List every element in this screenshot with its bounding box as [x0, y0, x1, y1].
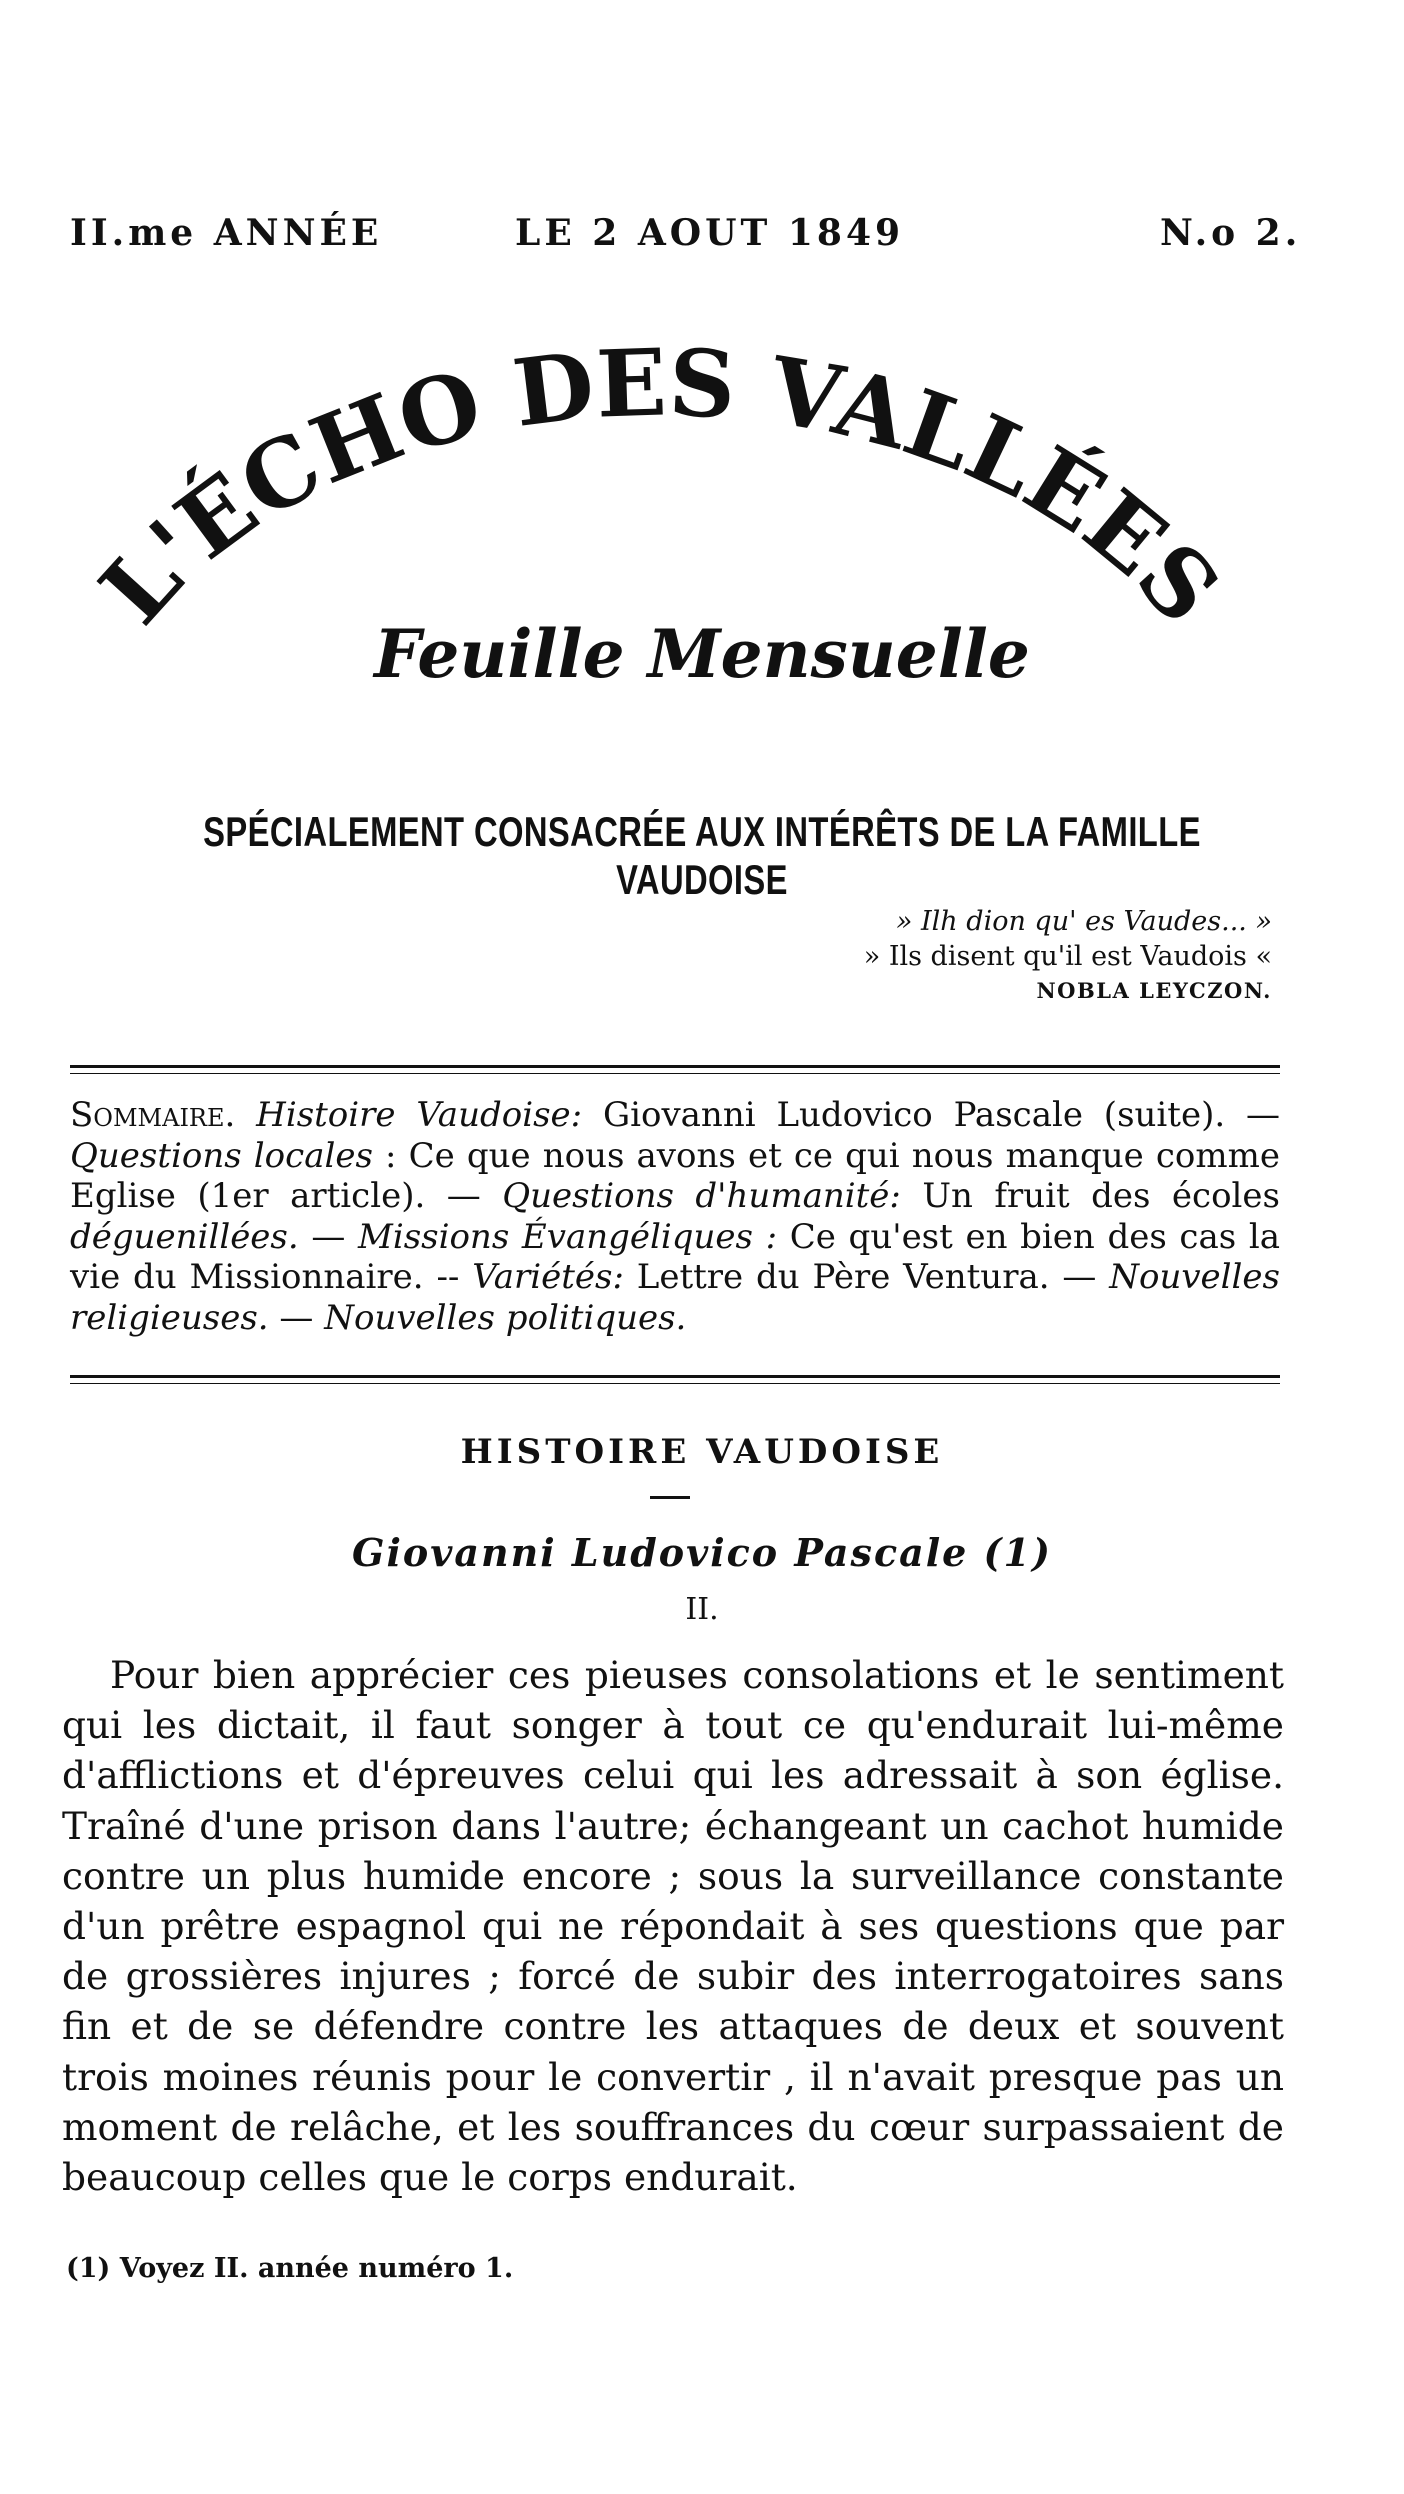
divider-top — [70, 1065, 1280, 1068]
summary-item-title: Nouvelles politiques. — [324, 1297, 687, 1338]
summary-item-title: Missions Évangéliques : — [358, 1216, 778, 1257]
epigraph-line-1: » Ilh dion qu' es Vaudes... » — [895, 906, 1272, 937]
summary-item-text: Ce qu'est en bien des cas la vie du Missionnaire. -- — [70, 1216, 1280, 1297]
summary-item-text: — — [298, 1216, 358, 1257]
mission-statement: SPÉCIALEMENT CONSACRÉE AUX INTÉRÊTS DE LA FAMILLE VAUDOISE — [203, 808, 1201, 903]
masthead-subtitle: Feuille Mensuelle — [374, 615, 1030, 693]
summary-item-title: Questions locales — [70, 1135, 373, 1176]
divider-bottom — [70, 1375, 1280, 1378]
article-body: Pour bien apprécier ces pieuses consolations et le sentiment qui les dictait, il faut songer à tout ce qu'endurait lui-même d'afflictions et d'épreuves celui qui les adressait à son église. Traîné d'une prison dans l'autre; échangeant un cachot humide contre un plus humide encore ; sous la surveillance constante d'un prêtre espagnol qui ne répondait à ses questions que par de grossières injures ; forcé de subir des interrogatoires sans fin et de se défendre contre les attaques de deux et souvent trois moines réunis pour le convertir , il n'avait presque pas un moment de relâche, et les souffrances du cœur surpassaient de beaucoup celles que le corps endurait. — [62, 1653, 1284, 2200]
summary-label: Sommaire. — [70, 1095, 236, 1135]
summary-item-title: Histoire Vaudoise: — [256, 1095, 583, 1135]
article-title: Giovanni Ludovico Pascale (1) — [352, 1530, 1052, 1575]
issue-year: II.me ANNÉE — [70, 212, 383, 254]
summary-item-text: Lettre du Père Ventura. — — [623, 1257, 1110, 1297]
summary-item-title: Questions d'humanité: — [502, 1176, 901, 1216]
table-of-contents — [70, 1095, 1280, 1338]
article-part-number: II. — [685, 1592, 719, 1627]
section-heading: HISTOIRE VAUDOISE — [460, 1432, 944, 1472]
epigraph-line-2: » Ils disent qu'il est Vaudois « — [863, 941, 1272, 972]
epigraph-source: NOBLA LEYCZON. — [1036, 978, 1272, 1003]
summary-item-text: — — [268, 1297, 325, 1338]
divider-bottom-thin — [70, 1383, 1280, 1384]
summary-item-title: Nouvelles religieuses. — [70, 1257, 1280, 1338]
issue-number: N.o 2. — [1160, 212, 1302, 254]
section-dash — [650, 1496, 690, 1499]
footnote: (1) Voyez II. année numéro 1. — [66, 2253, 514, 2284]
issue-date: LE 2 AOUT 1849 — [515, 212, 905, 254]
summary-item-title: déguenillées. — [70, 1216, 299, 1257]
summary-item-title: Variétés: — [472, 1257, 624, 1297]
summary-item-text: Giovanni Ludovico Pascale (suite). — — [582, 1095, 1280, 1135]
svg-text:L'ÉCHO DES VALLÉES — [80, 328, 1241, 644]
divider-top-thin — [70, 1073, 1280, 1074]
summary-item-text: Un fruit des écoles — [900, 1176, 1280, 1216]
summary-item-text: : Ce que nous avons et ce qui nous manque comme Eglise (1er article). — — [70, 1135, 1280, 1216]
masthead-title-text: L'ÉCHO DES VALLÉES — [79, 328, 1241, 645]
